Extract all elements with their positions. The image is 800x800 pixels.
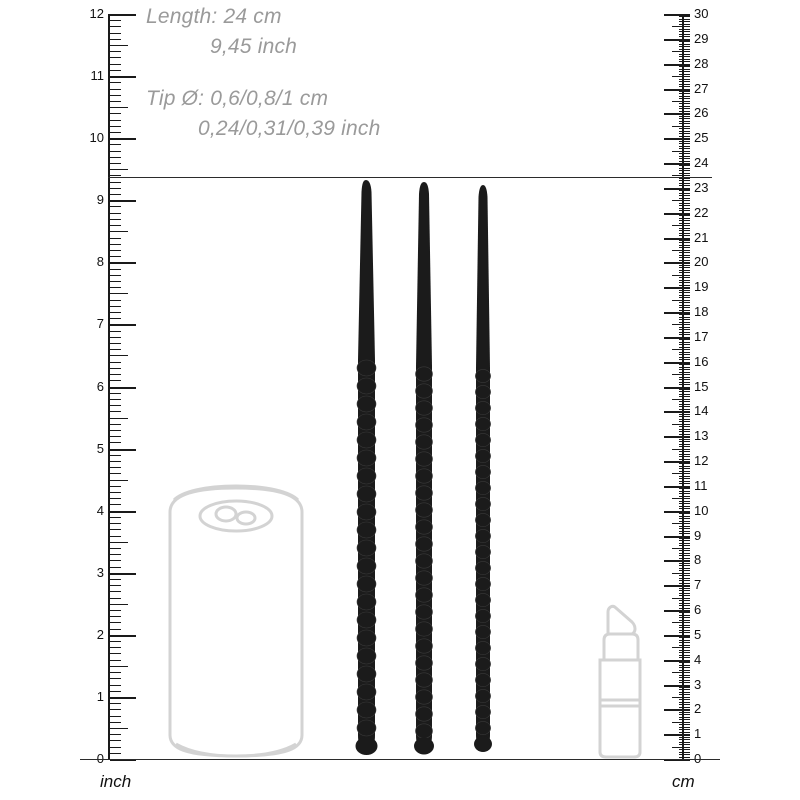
ruler-tick-label: 10 [89,130,104,146]
ruler-tick-label: 14 [694,403,709,419]
length-inch-label: 9,45 inch [210,35,298,58]
ruler-tick-label: 7 [694,577,702,593]
sound-large [356,180,378,755]
ruler-tick-label: 20 [694,254,709,270]
ruler-tick-label: 8 [96,254,104,270]
ruler-tick-label: 9 [694,527,702,543]
ruler-tick-label: 2 [96,626,104,642]
ruler-tick-label: 19 [694,279,709,295]
sound-small-beads [475,369,490,734]
ruler-tick-label: 28 [694,55,709,71]
ruler-tick-label: 27 [694,80,709,96]
unit-label-cm: cm [672,772,695,791]
ruler-tick-label: 1 [694,726,702,742]
soda-can-outline [170,486,302,756]
ruler-tick-label: 15 [694,378,709,394]
ruler-tick-label: 11 [90,68,104,84]
ruler-tick-label: 25 [694,130,709,146]
ruler-tick-label: 26 [694,105,709,121]
ruler-tick-label: 11 [694,477,708,493]
unit-label-inch: inch [100,772,132,791]
ruler-tick-label: 6 [694,602,702,617]
sound-medium [414,182,434,755]
length-label: Length: 24 cm [146,5,282,28]
ruler-tick-label: 23 [694,179,709,195]
ruler-tick-label: 4 [96,502,104,518]
ruler-tick-label: 22 [694,204,709,220]
ruler-tick-label: 24 [694,155,709,170]
ruler-tick-label: 16 [694,353,709,369]
sound-large-beads [357,360,376,736]
ruler-tick-label: 12 [89,6,104,21]
ruler-tick-label: 18 [694,304,709,319]
ruler-tick-label: 30 [694,6,709,21]
ruler-tick-label: 9 [96,192,104,208]
tip-diameter-label: Tip Ø: 0,6/0,8/1 cm [146,87,329,110]
ruler-tick-label: 2 [694,701,702,717]
lipstick-outline [600,606,640,757]
ruler-tick-label: 17 [694,328,709,344]
ruler-tick-label: 12 [694,453,709,468]
ruler-tick-label: 3 [694,676,702,692]
ruler-tick-label: 5 [694,626,702,642]
ruler-tick-label: 8 [694,552,702,568]
ruler-tick-label: 5 [96,440,104,456]
sound-small [474,185,492,752]
ruler-tick-label: 6 [96,378,104,394]
ruler-tick-label: 21 [694,229,709,245]
ruler-tick-label: 10 [694,502,709,518]
ruler-tick-label: 7 [96,316,104,332]
ruler-tick-label: 1 [96,688,104,704]
ruler-tick-label: 3 [96,564,104,580]
ruler-tick-label: 29 [694,30,709,46]
ruler-tick-label: 4 [694,651,702,667]
ruler-tick-label: 13 [694,428,709,444]
tip-diameter-inch-label: 0,24/0,31/0,39 inch [198,117,381,140]
